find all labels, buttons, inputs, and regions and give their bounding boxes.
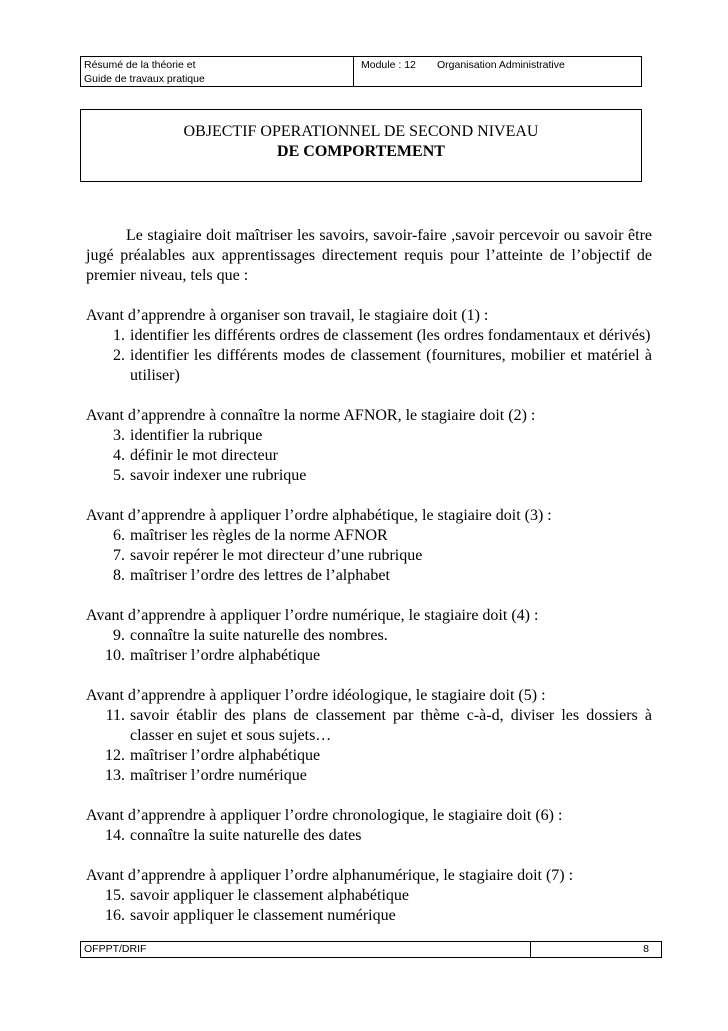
list-item <box>86 526 652 546</box>
item-number: 7. <box>113 547 125 564</box>
section-3 <box>86 506 652 586</box>
section-lead: Avant d’apprendre à appliquer l’ordre alphanumérique, le stagiaire doit (7) : <box>86 867 574 884</box>
section-lead: Avant d’apprendre à connaître la norme AFNOR, le stagiaire doit (2) : <box>86 407 536 424</box>
item-number: 15. <box>105 887 125 904</box>
list-item <box>86 466 652 486</box>
item-text: maîtriser les règles de la norme AFNOR <box>130 527 388 544</box>
page-content <box>86 226 652 926</box>
list-item <box>86 646 652 666</box>
list-item <box>86 826 652 846</box>
item-number: 5. <box>113 467 125 484</box>
page-footer <box>80 941 662 958</box>
item-text: savoir appliquer le classement alphabétique <box>130 887 410 904</box>
list-item <box>86 326 652 346</box>
objective-subtitle: DE COMPORTEMENT <box>277 143 445 160</box>
section-1 <box>86 306 652 386</box>
item-number: 3. <box>113 427 125 444</box>
item-text: identifier les différents modes de classement (fournitures, mobilier et matériel à utiliser) <box>130 347 652 384</box>
header-left-line2: Guide de travaux pratique <box>84 73 205 85</box>
objective-box <box>80 109 642 182</box>
item-text: identifier les différents ordres de classement (les ordres fondamentaux et dérivés) <box>130 327 651 344</box>
list-item <box>86 706 652 746</box>
item-text: connaître la suite naturelle des nombres. <box>130 627 388 644</box>
item-text: identifier la rubrique <box>130 427 263 444</box>
item-number: 6. <box>113 527 125 544</box>
item-number: 16. <box>105 907 125 924</box>
intro-paragraph: Le stagiaire doit maîtriser les savoirs, savoir-faire ,savoir percevoir ou savoir être jugé préalables aux apprentissages directement requis pour l’atteinte de l’objectif de premier niveau, tels que : <box>86 227 652 284</box>
section-lead: Avant d’apprendre à appliquer l’ordre alphabétique, le stagiaire doit (3) : <box>86 507 552 524</box>
list-item <box>86 446 652 466</box>
footer-divider <box>530 942 531 957</box>
list-item <box>86 766 652 786</box>
section-lead: Avant d’apprendre à appliquer l’ordre chronologique, le stagiaire doit (6) : <box>86 807 563 824</box>
section-lead: Avant d’apprendre à appliquer l’ordre numérique, le stagiaire doit (4) : <box>86 607 539 624</box>
list-item <box>86 426 652 446</box>
item-text: savoir indexer une rubrique <box>130 467 307 484</box>
header-module: Module : 12 <box>361 59 416 71</box>
item-number: 14. <box>105 827 125 844</box>
section-5 <box>86 686 652 786</box>
list-item <box>86 346 652 386</box>
item-text: maîtriser l’ordre alphabétique <box>130 747 321 764</box>
header-divider <box>353 57 354 86</box>
section-4 <box>86 606 652 666</box>
item-text: définir le mot directeur <box>130 447 278 464</box>
header-title: Organisation Administrative <box>437 59 565 71</box>
item-text: maîtriser l’ordre numérique <box>130 767 307 784</box>
list-item <box>86 626 652 646</box>
header-left-line1: Résumé de la théorie et <box>84 59 196 71</box>
list-item <box>86 746 652 766</box>
item-number: 8. <box>113 567 125 584</box>
footer-organization: OFPPT/DRIF <box>84 943 147 955</box>
page-number: 8 <box>643 943 649 955</box>
item-text: savoir appliquer le classement numérique <box>130 907 396 924</box>
item-number: 10. <box>105 647 125 664</box>
item-number: 2. <box>113 347 125 364</box>
list-item <box>86 566 652 586</box>
header-doc-type <box>84 58 274 86</box>
objective-title: OBJECTIF OPERATIONNEL DE SECOND NIVEAU <box>183 123 539 140</box>
section-2 <box>86 406 652 486</box>
section-lead: Avant d’apprendre à organiser son travail, le stagiaire doit (1) : <box>86 307 489 324</box>
item-text: maîtriser l’ordre des lettres de l’alphabet <box>130 567 390 584</box>
section-6 <box>86 806 652 846</box>
item-number: 1. <box>113 327 125 344</box>
list-item <box>86 886 652 906</box>
page-header <box>80 56 642 87</box>
item-number: 12. <box>105 747 125 764</box>
item-number: 9. <box>113 627 125 644</box>
item-text: savoir repérer le mot directeur d’une rubrique <box>130 547 423 564</box>
item-number: 11. <box>105 707 125 724</box>
list-item <box>86 546 652 566</box>
item-text: connaître la suite naturelle des dates <box>130 827 362 844</box>
item-number: 13. <box>105 767 125 784</box>
item-text: maîtriser l’ordre alphabétique <box>130 647 321 664</box>
section-7 <box>86 866 652 926</box>
item-number: 4. <box>113 447 125 464</box>
section-lead: Avant d’apprendre à appliquer l’ordre idéologique, le stagiaire doit (5) : <box>86 687 546 704</box>
list-item <box>86 906 652 926</box>
item-text: savoir établir des plans de classement par thème c-à-d, diviser les dossiers à classer en sujet et sous sujets… <box>130 707 652 744</box>
